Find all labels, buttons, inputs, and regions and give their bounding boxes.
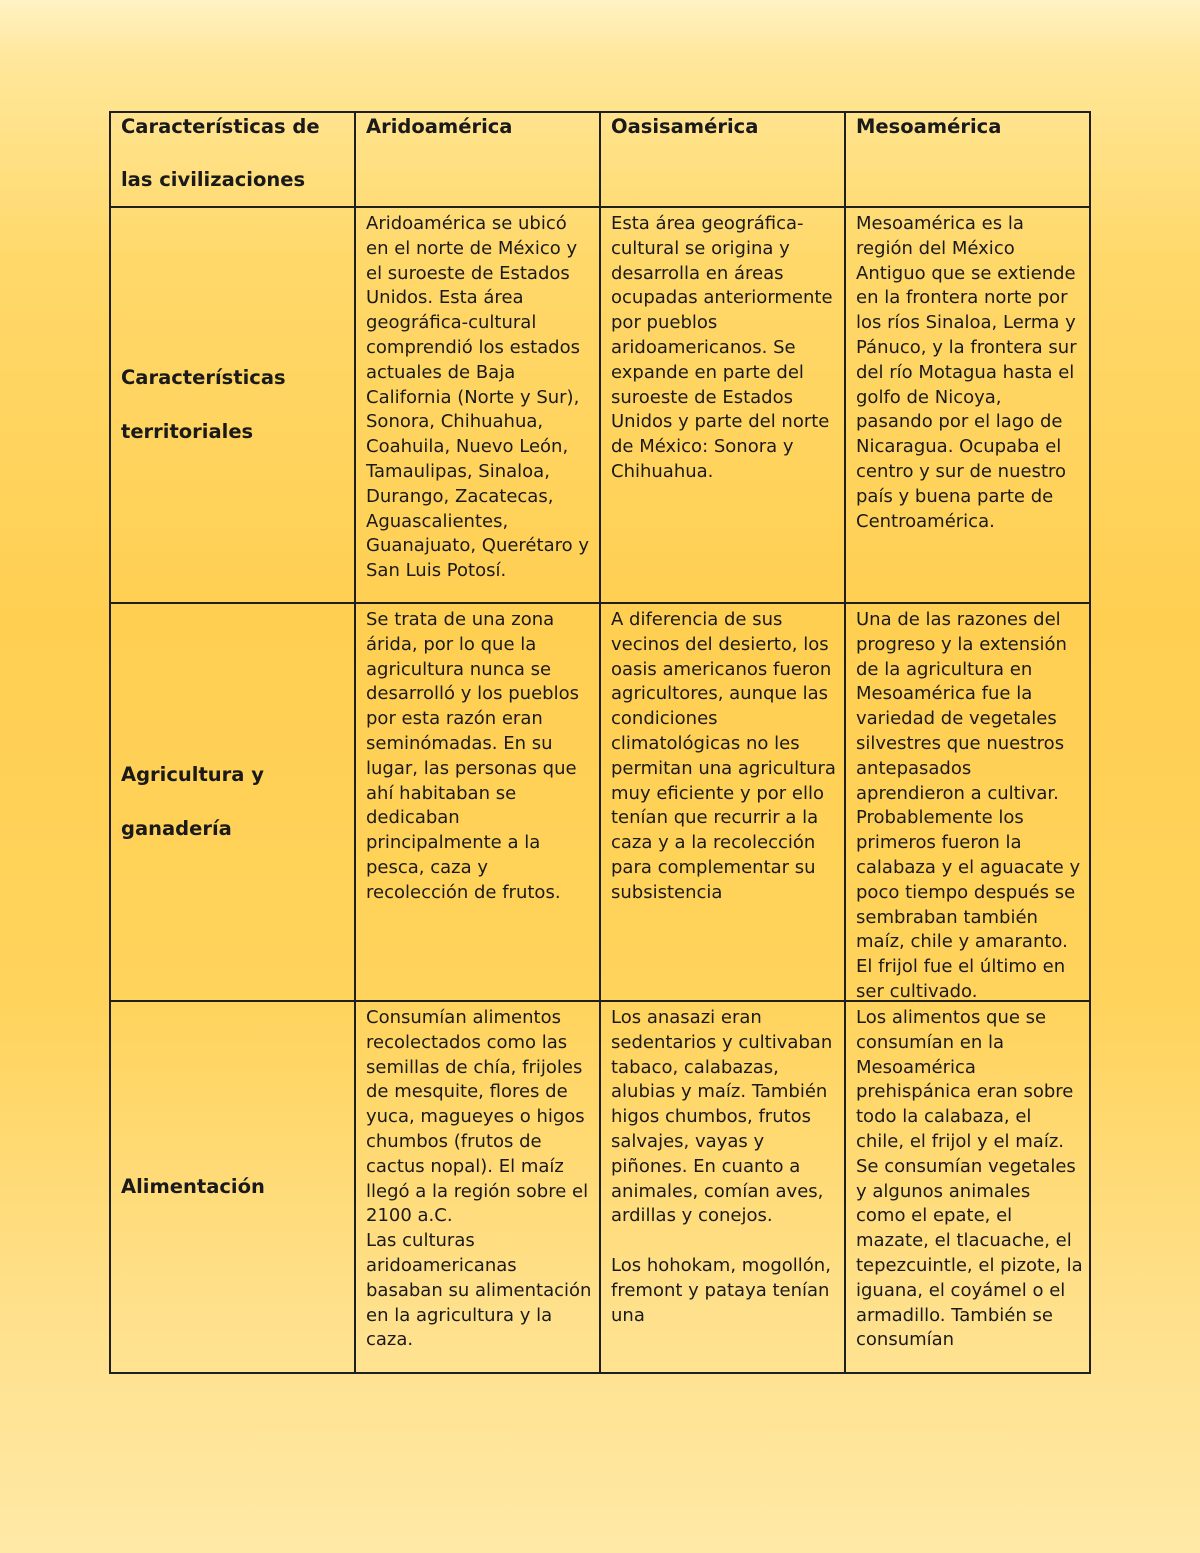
table-row-territorial xyxy=(110,207,1090,603)
header-mesoamerica-label: Mesoamérica xyxy=(856,115,1002,138)
header-characteristics-line2: las civilizaciones xyxy=(121,168,306,191)
cell-text: A diferencia de sus vecinos del desierto, los oasis americanos fueron agricultores, aunque las condiciones climatológicas no les permitan una agricultura muy eficiente y por ello tenían que recurrir a la caza y a la recolección para complementar su subsistencia xyxy=(611,609,836,903)
cell-text: Consumían alimentos recolectados como las semillas de chía, frijoles de mesquite, flores de yuca, magueyes o higos chumbos (frutos de cactus nopal). El maíz llegó a la región sobre el 2100 a.C. Las culturas aridoamericanas basaban su alimentación en la agricultura y la caza. xyxy=(366,1007,592,1351)
header-oasisamerica xyxy=(600,112,845,207)
header-characteristics xyxy=(110,112,355,207)
row-label-line2: ganadería xyxy=(121,817,232,840)
cell-agriculture-aridoamerica xyxy=(355,603,600,1001)
header-oasisamerica-label: Oasisamérica xyxy=(611,115,759,138)
cell-territorial-oasisamerica xyxy=(600,207,845,603)
row-label-line1: Agricultura y xyxy=(121,763,264,786)
cell-food-mesoamerica xyxy=(845,1001,1090,1373)
table-row-food xyxy=(110,1001,1090,1373)
row-label-line1: Alimentación xyxy=(121,1175,265,1198)
cell-text: Los alimentos que se consumían en la Mesoamérica prehispánica eran sobre todo la calabaza, el chile, el frijol y el maíz. Se consumían vegetales y algunos animales como el epate, el mazate, el tlacuache, el tepezcuintle, el pizote, la iguana, el coyámel o el armadillo. También se consumían xyxy=(856,1007,1083,1351)
cell-text: Una de las razones del progreso y la extensión de la agricultura en Mesoamérica fue la variedad de vegetales silvestres que nuestros antepasados aprendieron a cultivar. Probablemente los primeros fueron la calabaza y el aguacate y poco tiempo después se sembraban también maíz, chile y amaranto. El frijol fue el último en ser cultivado. xyxy=(856,609,1081,1000)
cell-text: Mesoamérica es la región del México Antiguo que se extiende en la frontera norte por los ríos Sinaloa, Lerma y Pánuco, y la frontera sur del río Motagua hasta el golfo de Nicoya, pasando por el lago de Nicaragua. Ocupaba el centro y sur de nuestro país y buena parte de Centroamérica. xyxy=(856,213,1077,532)
cell-territorial-aridoamerica xyxy=(355,207,600,603)
cell-text: Se trata de una zona árida, por lo que la agricultura nunca se desarrolló y los pueblos por esta razón eran seminómadas. En su lugar, las personas que ahí habitaban se dedicaban principalmente a la pesca, caza y recolección de frutos. xyxy=(366,609,579,903)
civilizations-table xyxy=(109,111,1091,1374)
row-label-agriculture xyxy=(110,603,355,1001)
cell-agriculture-mesoamerica xyxy=(845,603,1090,1001)
header-aridoamerica-label: Aridoamérica xyxy=(366,115,513,138)
cell-territorial-mesoamerica xyxy=(845,207,1090,603)
header-characteristics-line1: Características de xyxy=(121,115,320,138)
row-label-food xyxy=(110,1001,355,1373)
cell-food-aridoamerica xyxy=(355,1001,600,1373)
cell-text: Los anasazi eran sedentarios y cultivaban tabaco, calabazas, alubias y maíz. También higos chumbos, frutos salvajes, vayas y piñones. En cuanto a animales, comían aves, ardillas y conejos. Los hohokam, mogollón, fremont y pataya tenían una xyxy=(611,1007,833,1326)
cell-text: Aridoamérica se ubicó en el norte de México y el suroeste de Estados Unidos. Esta área geográfica-cultural comprendió los estados actuales de Baja California (Norte y Sur), Sonora, Chihuahua, Coahuila, Nuevo León, Tamaulipas, Sinaloa, Durango, Zacatecas, Aguascalientes, Guanajuato, Querétaro y San Luis Potosí. xyxy=(366,213,589,582)
header-mesoamerica xyxy=(845,112,1090,207)
cell-text: Esta área geográfica-cultural se origina y desarrolla en áreas ocupadas anteriormente por pueblos aridoamericanos. Se expande en parte del suroeste de Estados Unidos y parte del norte de México: Sonora y Chihuahua. xyxy=(611,213,833,482)
cell-agriculture-oasisamerica xyxy=(600,603,845,1001)
table-row-agriculture xyxy=(110,603,1090,1001)
cell-food-oasisamerica xyxy=(600,1001,845,1373)
row-label-line1: Características xyxy=(121,366,286,389)
row-label-territorial xyxy=(110,207,355,603)
header-row xyxy=(110,112,1090,207)
header-aridoamerica xyxy=(355,112,600,207)
row-label-line2: territoriales xyxy=(121,420,254,443)
